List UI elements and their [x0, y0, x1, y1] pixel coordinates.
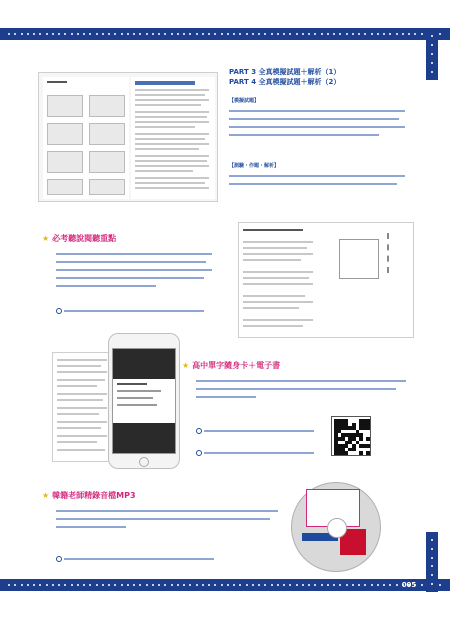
page-number: 005 [401, 581, 417, 589]
phone-home-button [139, 457, 149, 467]
ebook-word-card [113, 379, 175, 423]
right-border-bottom [426, 532, 438, 592]
feature2-desc [196, 376, 410, 404]
info-icon [196, 450, 202, 456]
phone-mockup [108, 333, 180, 469]
bottom-border [0, 579, 450, 591]
right-border-top [426, 28, 438, 80]
feature2-note1 [196, 428, 314, 434]
info-icon [196, 428, 202, 434]
subheading-mock-test: 【模擬試題】 [229, 98, 260, 104]
info-icon [56, 308, 62, 314]
phone-screen [112, 348, 176, 454]
qr-code [331, 416, 371, 456]
subheading-analysis: 【測驗・作題・解析】 [229, 163, 280, 169]
exam-page-screenshot [38, 72, 218, 202]
mp3-disc [291, 482, 381, 572]
analysis-desc [229, 171, 409, 191]
feature1-note [56, 308, 204, 314]
mock-test-desc [229, 106, 409, 142]
feature1-desc [56, 249, 216, 293]
feature3-note [56, 556, 214, 562]
info-icon [56, 556, 62, 562]
feature2-note2 [196, 450, 314, 456]
part4-title: PART 4 全真模擬試題＋解析（2） [229, 78, 341, 86]
answer-sheet-screenshot [238, 222, 414, 338]
top-border [0, 28, 450, 40]
star-icon: ★ [182, 361, 190, 370]
disc-hole [327, 518, 347, 538]
star-icon: ★ [42, 234, 50, 243]
feature3-desc [56, 506, 282, 534]
star-icon: ★ [42, 491, 50, 500]
part3-title: PART 3 全真模擬試題＋解析（1） [229, 68, 341, 76]
feature1-title: ★ 必考聽說閱聽重點 [42, 234, 117, 243]
feature2-title: ★ 高中單字隨身卡＋電子書 [182, 361, 281, 370]
feature3-title: ★ 韓籍老師精錄音檔MP3 [42, 491, 136, 500]
